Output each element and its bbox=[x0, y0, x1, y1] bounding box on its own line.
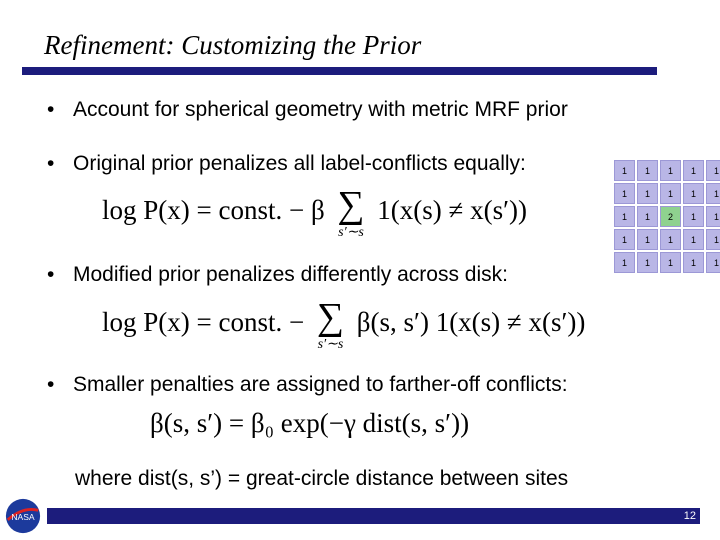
grid-cell: 1 bbox=[660, 229, 681, 250]
eq2-lhs: log P(x) = const. − bbox=[102, 307, 305, 338]
grid-cell: 1 bbox=[614, 160, 635, 181]
sum-subscript: s′∼s bbox=[317, 337, 344, 352]
grid-cell: 1 bbox=[637, 252, 658, 273]
logo-text: NASA bbox=[11, 511, 35, 522]
grid-cell: 1 bbox=[683, 229, 704, 250]
nasa-logo-icon bbox=[4, 497, 42, 535]
equation-original-prior bbox=[102, 186, 527, 240]
eq1-rhs: 1(x(s) ≠ x(s′)) bbox=[377, 195, 527, 226]
grid-cell: 1 bbox=[637, 229, 658, 250]
grid-cell: 1 bbox=[706, 183, 720, 204]
neighbor-penalty-grid bbox=[614, 160, 720, 273]
bullet-dot: • bbox=[47, 263, 55, 286]
bullet-3 bbox=[47, 263, 508, 287]
grid-cell: 1 bbox=[614, 252, 635, 273]
sum-sign: ∑ bbox=[316, 296, 345, 338]
title-rule bbox=[22, 67, 657, 75]
grid-cell: 1 bbox=[614, 229, 635, 250]
grid-cell: 2 bbox=[660, 206, 681, 227]
equation-penalty-definition: β(s, s′) = β₀ exp(−γ dist(s, s′)) bbox=[150, 408, 470, 438]
grid-cell: 1 bbox=[683, 206, 704, 227]
bullet-4-text: Smaller penalties are assigned to farther-off conflicts: bbox=[73, 373, 568, 396]
grid-cell: 1 bbox=[637, 206, 658, 227]
grid-cell: 1 bbox=[637, 183, 658, 204]
equation-modified-prior bbox=[102, 298, 585, 352]
eq1-lhs: log P(x) = const. − β bbox=[102, 195, 325, 226]
grid-cell: 1 bbox=[660, 183, 681, 204]
slide-title: Refinement: Customizing the Prior bbox=[44, 30, 422, 60]
summation bbox=[337, 186, 364, 240]
eq2-rhs: β(s, s′) 1(x(s) ≠ x(s′)) bbox=[356, 307, 586, 338]
bullet-dot: • bbox=[47, 152, 55, 175]
grid-cell: 1 bbox=[683, 183, 704, 204]
grid-cell: 1 bbox=[683, 160, 704, 181]
grid-cell: 1 bbox=[614, 183, 635, 204]
grid-cell: 1 bbox=[660, 252, 681, 273]
grid-cell: 1 bbox=[706, 229, 720, 250]
bullet-1 bbox=[47, 98, 568, 122]
sum-sign: ∑ bbox=[337, 184, 365, 226]
bullet-3-text: Modified prior penalizes differently across disk: bbox=[73, 263, 508, 286]
dist-definition-note: where dist(s, s’) = great-circle distance between sites bbox=[75, 467, 569, 490]
bullet-2 bbox=[47, 152, 526, 176]
grid-cell: 1 bbox=[683, 252, 704, 273]
bullet-1-text: Account for spherical geometry with metric MRF prior bbox=[73, 98, 568, 121]
bullet-2-text: Original prior penalizes all label-conflicts equally: bbox=[73, 152, 526, 175]
footer-bar bbox=[47, 508, 700, 524]
bullet-4 bbox=[47, 373, 568, 397]
summation bbox=[317, 298, 344, 352]
grid-cell: 1 bbox=[660, 160, 681, 181]
grid-cell: 1 bbox=[637, 160, 658, 181]
bullet-dot: • bbox=[47, 373, 55, 396]
grid-cell: 1 bbox=[706, 160, 720, 181]
sum-subscript: s′∼s bbox=[338, 225, 364, 240]
page-number: 12 bbox=[683, 510, 696, 522]
grid-cell: 1 bbox=[614, 206, 635, 227]
grid-cell: 1 bbox=[706, 206, 720, 227]
grid-cell: 1 bbox=[706, 252, 720, 273]
bullet-dot: • bbox=[47, 98, 55, 121]
